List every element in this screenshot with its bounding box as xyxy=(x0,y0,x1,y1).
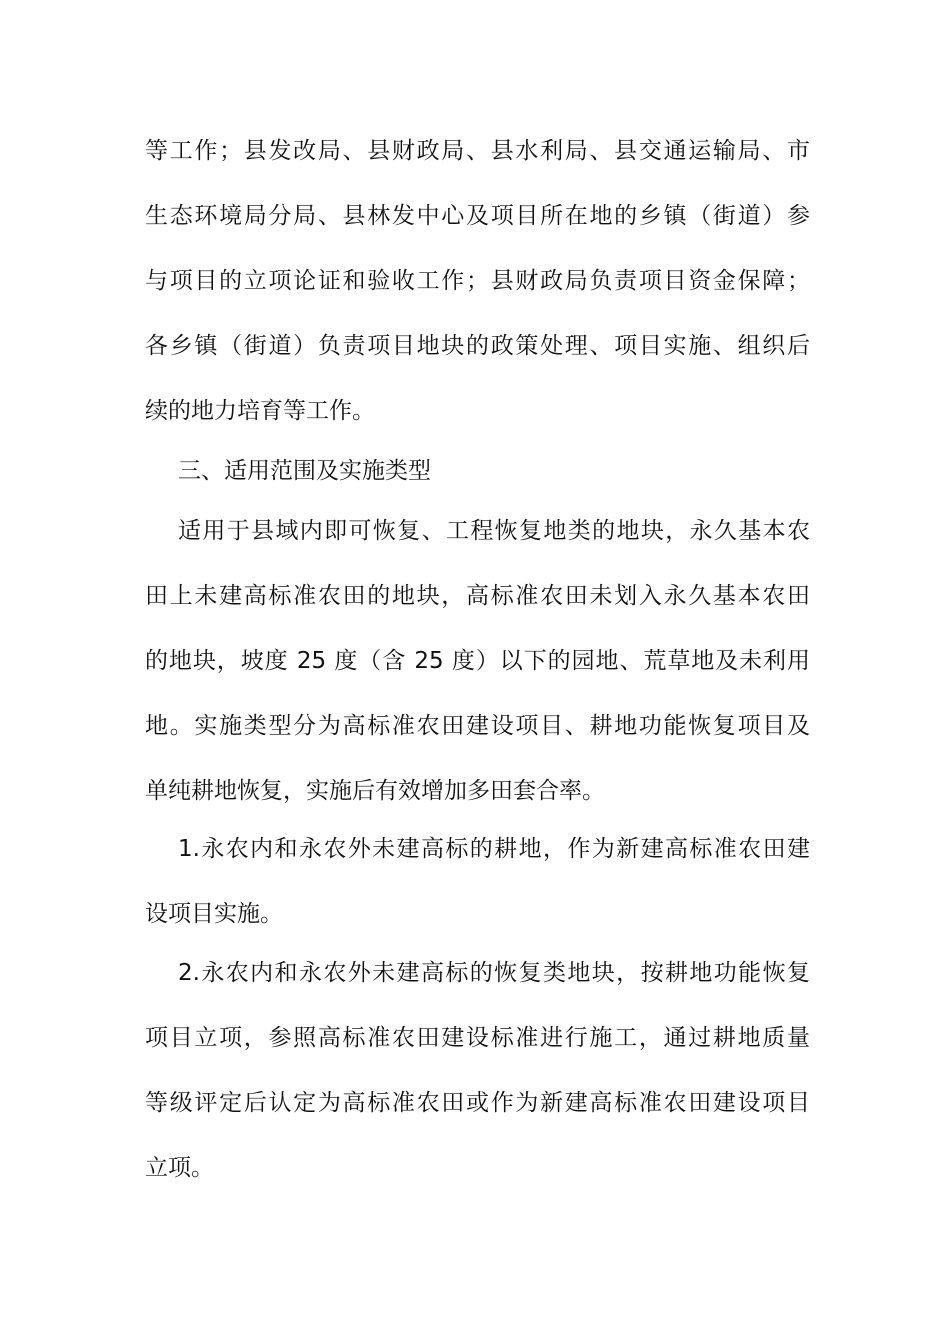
paragraph-line: 适用于县域内即可恢复、工程恢复地类的地块，永久基本农 xyxy=(178,518,810,544)
paragraph-line: 田上未建高标准农田的地块，高标准农田未划入永久基本农田 xyxy=(145,583,810,609)
paragraph-line: 续的地力培育等工作。 xyxy=(145,398,375,424)
paragraph-line: 等工作；县发改局、县财政局、县水利局、县交通运输局、市 xyxy=(145,138,810,164)
paragraph-line: 与项目的立项论证和验收工作；县财政局负责项目资金保障； xyxy=(145,268,810,294)
list-item-line: 立项。 xyxy=(145,1155,214,1181)
paragraph-line: 地。实施类型分为高标准农田建设项目、耕地功能恢复项目及 xyxy=(145,713,810,739)
list-item-line: 2.永农内和永农外未建高标的恢复类地块，按耕地功能恢复 xyxy=(178,960,810,986)
section-heading: 三、适用范围及实施类型 xyxy=(178,458,431,484)
list-item-line: 等级评定后认定为高标准农田或作为新建高标准农田建设项目 xyxy=(145,1090,810,1116)
list-item-line: 项目立项，参照高标准农田建设标准进行施工，通过耕地质量 xyxy=(145,1025,810,1051)
paragraph-line: 的地块，坡度 25 度（含 25 度）以下的园地、荒草地及未利用 xyxy=(145,648,810,674)
list-item-line: 设项目实施。 xyxy=(145,901,283,927)
paragraph-line: 各乡镇（街道）负责项目地块的政策处理、项目实施、组织后 xyxy=(145,333,810,359)
list-item-line: 1.永农内和永农外未建高标的耕地，作为新建高标准农田建 xyxy=(178,836,810,862)
paragraph-line: 单纯耕地恢复，实施后有效增加多田套合率。 xyxy=(145,778,605,804)
paragraph-line: 生态环境局分局、县林发中心及项目所在地的乡镇（街道）参 xyxy=(145,203,810,229)
